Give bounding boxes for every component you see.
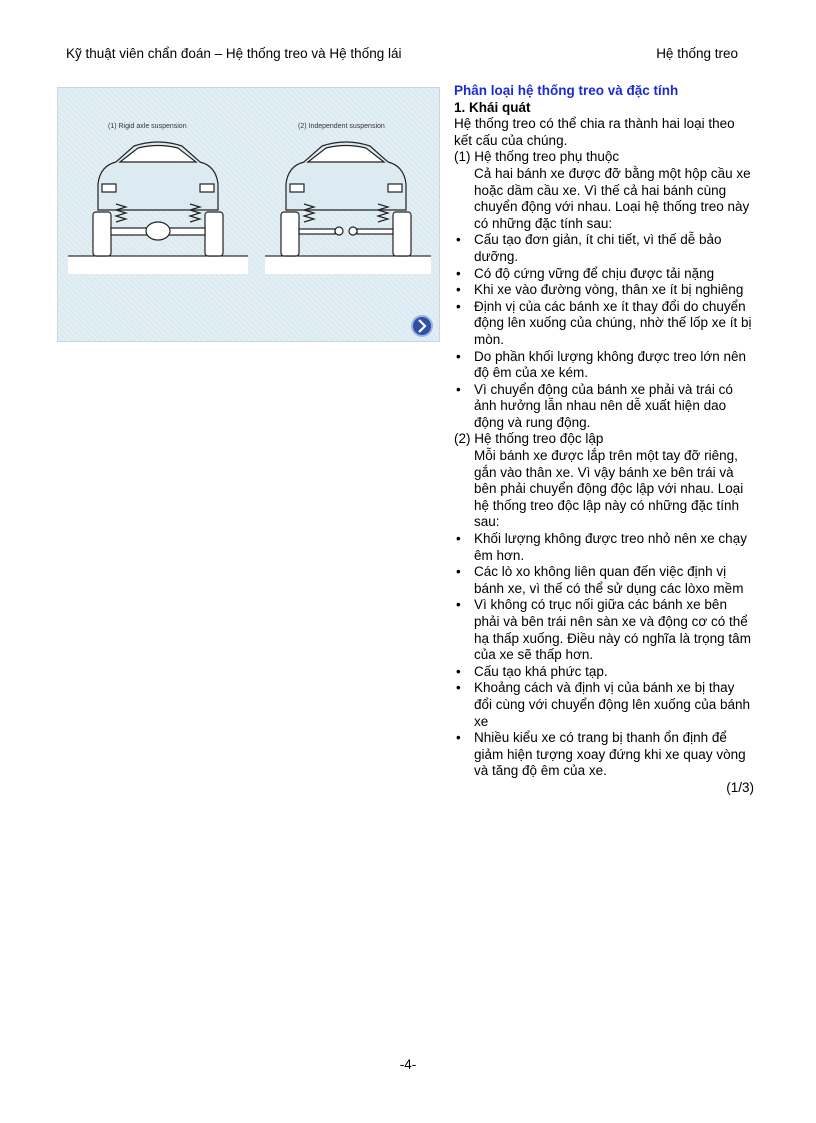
subheading-dependent: (1) Hệ thống treo phụ thuộc <box>454 149 620 165</box>
label-rigid-axle: (1) Rigid axle suspension <box>108 123 187 130</box>
header-title: Kỹ thuật viên chẩn đoán – Hệ thống treo và Hệ thống lái <box>66 46 402 61</box>
list-item: • Nhiều kiểu xe có trang bị thanh ổn định để giảm hiện tượng xoay đứng khi xe quay vòng và tăng độ êm của xe. <box>454 730 754 780</box>
section-heading: 1. Khái quát <box>454 99 531 115</box>
suspension-figure <box>57 87 440 342</box>
subheading-independent: (2) Hệ thống treo độc lập <box>454 431 604 447</box>
list-item: • Khoảng cách và định vị của bánh xe bị thay đổi cùng với chuyển động lên xuống của bánh xe <box>454 680 754 730</box>
section-title: Phân loại hệ thống treo và đặc tính <box>454 83 679 98</box>
list-item: • Cấu tạo đơn giản, ít chi tiết, vì thế dễ bảo dưỡng. <box>454 232 754 265</box>
list-item: • Khi xe vào đường vòng, thân xe ít bị nghiêng <box>454 282 754 299</box>
list-item: • Vì chuyển động của bánh xe phải và trái có ảnh hưởng lẫn nhau nên dễ xuất hiện dao động và rung động. <box>454 382 754 432</box>
list-item: • Vì không có trục nối giữa các bánh xe bên phải và bên trái nên sàn xe và động cơ có thể hạ thấp xuống. Điều này có nghĩa là trọng tâm của xe sẽ thấp hơn. <box>454 597 754 663</box>
list-item: • Các lò xo không liên quan đến việc định vị bánh xe, vì thế có thể sử dụng các lòxo mềm <box>454 564 754 597</box>
arrow-right-circle-icon[interactable] <box>412 316 432 336</box>
list-item: • Cấu tạo khá phức tạp. <box>454 664 754 681</box>
list-item: • Khối lượng không được treo nhỏ nên xe chạy êm hơn. <box>454 531 754 564</box>
paragraph-dependent: Cả hai bánh xe được đỡ bằng một hộp cầu xe hoặc dầm cầu xe. Vì thế cả hai bánh cùng chuyển động với nhau. Loại hệ thống treo này có những đặc tính sau: <box>474 165 751 231</box>
paragraph-independent: Mỗi bánh xe được lắp trên một tay đỡ riêng, gắn vào thân xe. Vì vậy bánh xe bên trái và bên phải chuyển động độc lập với nhau. Loại hệ thống treo độc lập này có những đặc tính sau: <box>474 448 744 530</box>
rigid-axle-diagram <box>68 142 248 274</box>
list-item: • Có độ cứng vững để chịu được tải nặng <box>454 266 754 283</box>
list-dependent <box>454 232 754 431</box>
intro-paragraph: Hệ thống treo có thể chia ra thành hai loại theo kết cấu của chúng. <box>454 116 735 148</box>
content-column <box>454 83 754 797</box>
label-independent: (2) Independent suspension <box>298 123 385 130</box>
next-slide-button[interactable] <box>412 316 432 336</box>
list-item: • Định vị của các bánh xe ít thay đổi do chuyển động lên xuống của chúng, nhờ thế lốp xe ít bị mòn. <box>454 299 754 349</box>
page-count: (1/3) <box>726 779 754 795</box>
list-independent <box>454 531 754 780</box>
header-section: Hệ thống treo <box>656 46 738 61</box>
page-number: -4- <box>399 1057 417 1072</box>
independent-diagram <box>265 142 431 274</box>
list-item: • Do phần khối lượng không được treo lớn nên độ êm của xe kém. <box>454 349 754 382</box>
